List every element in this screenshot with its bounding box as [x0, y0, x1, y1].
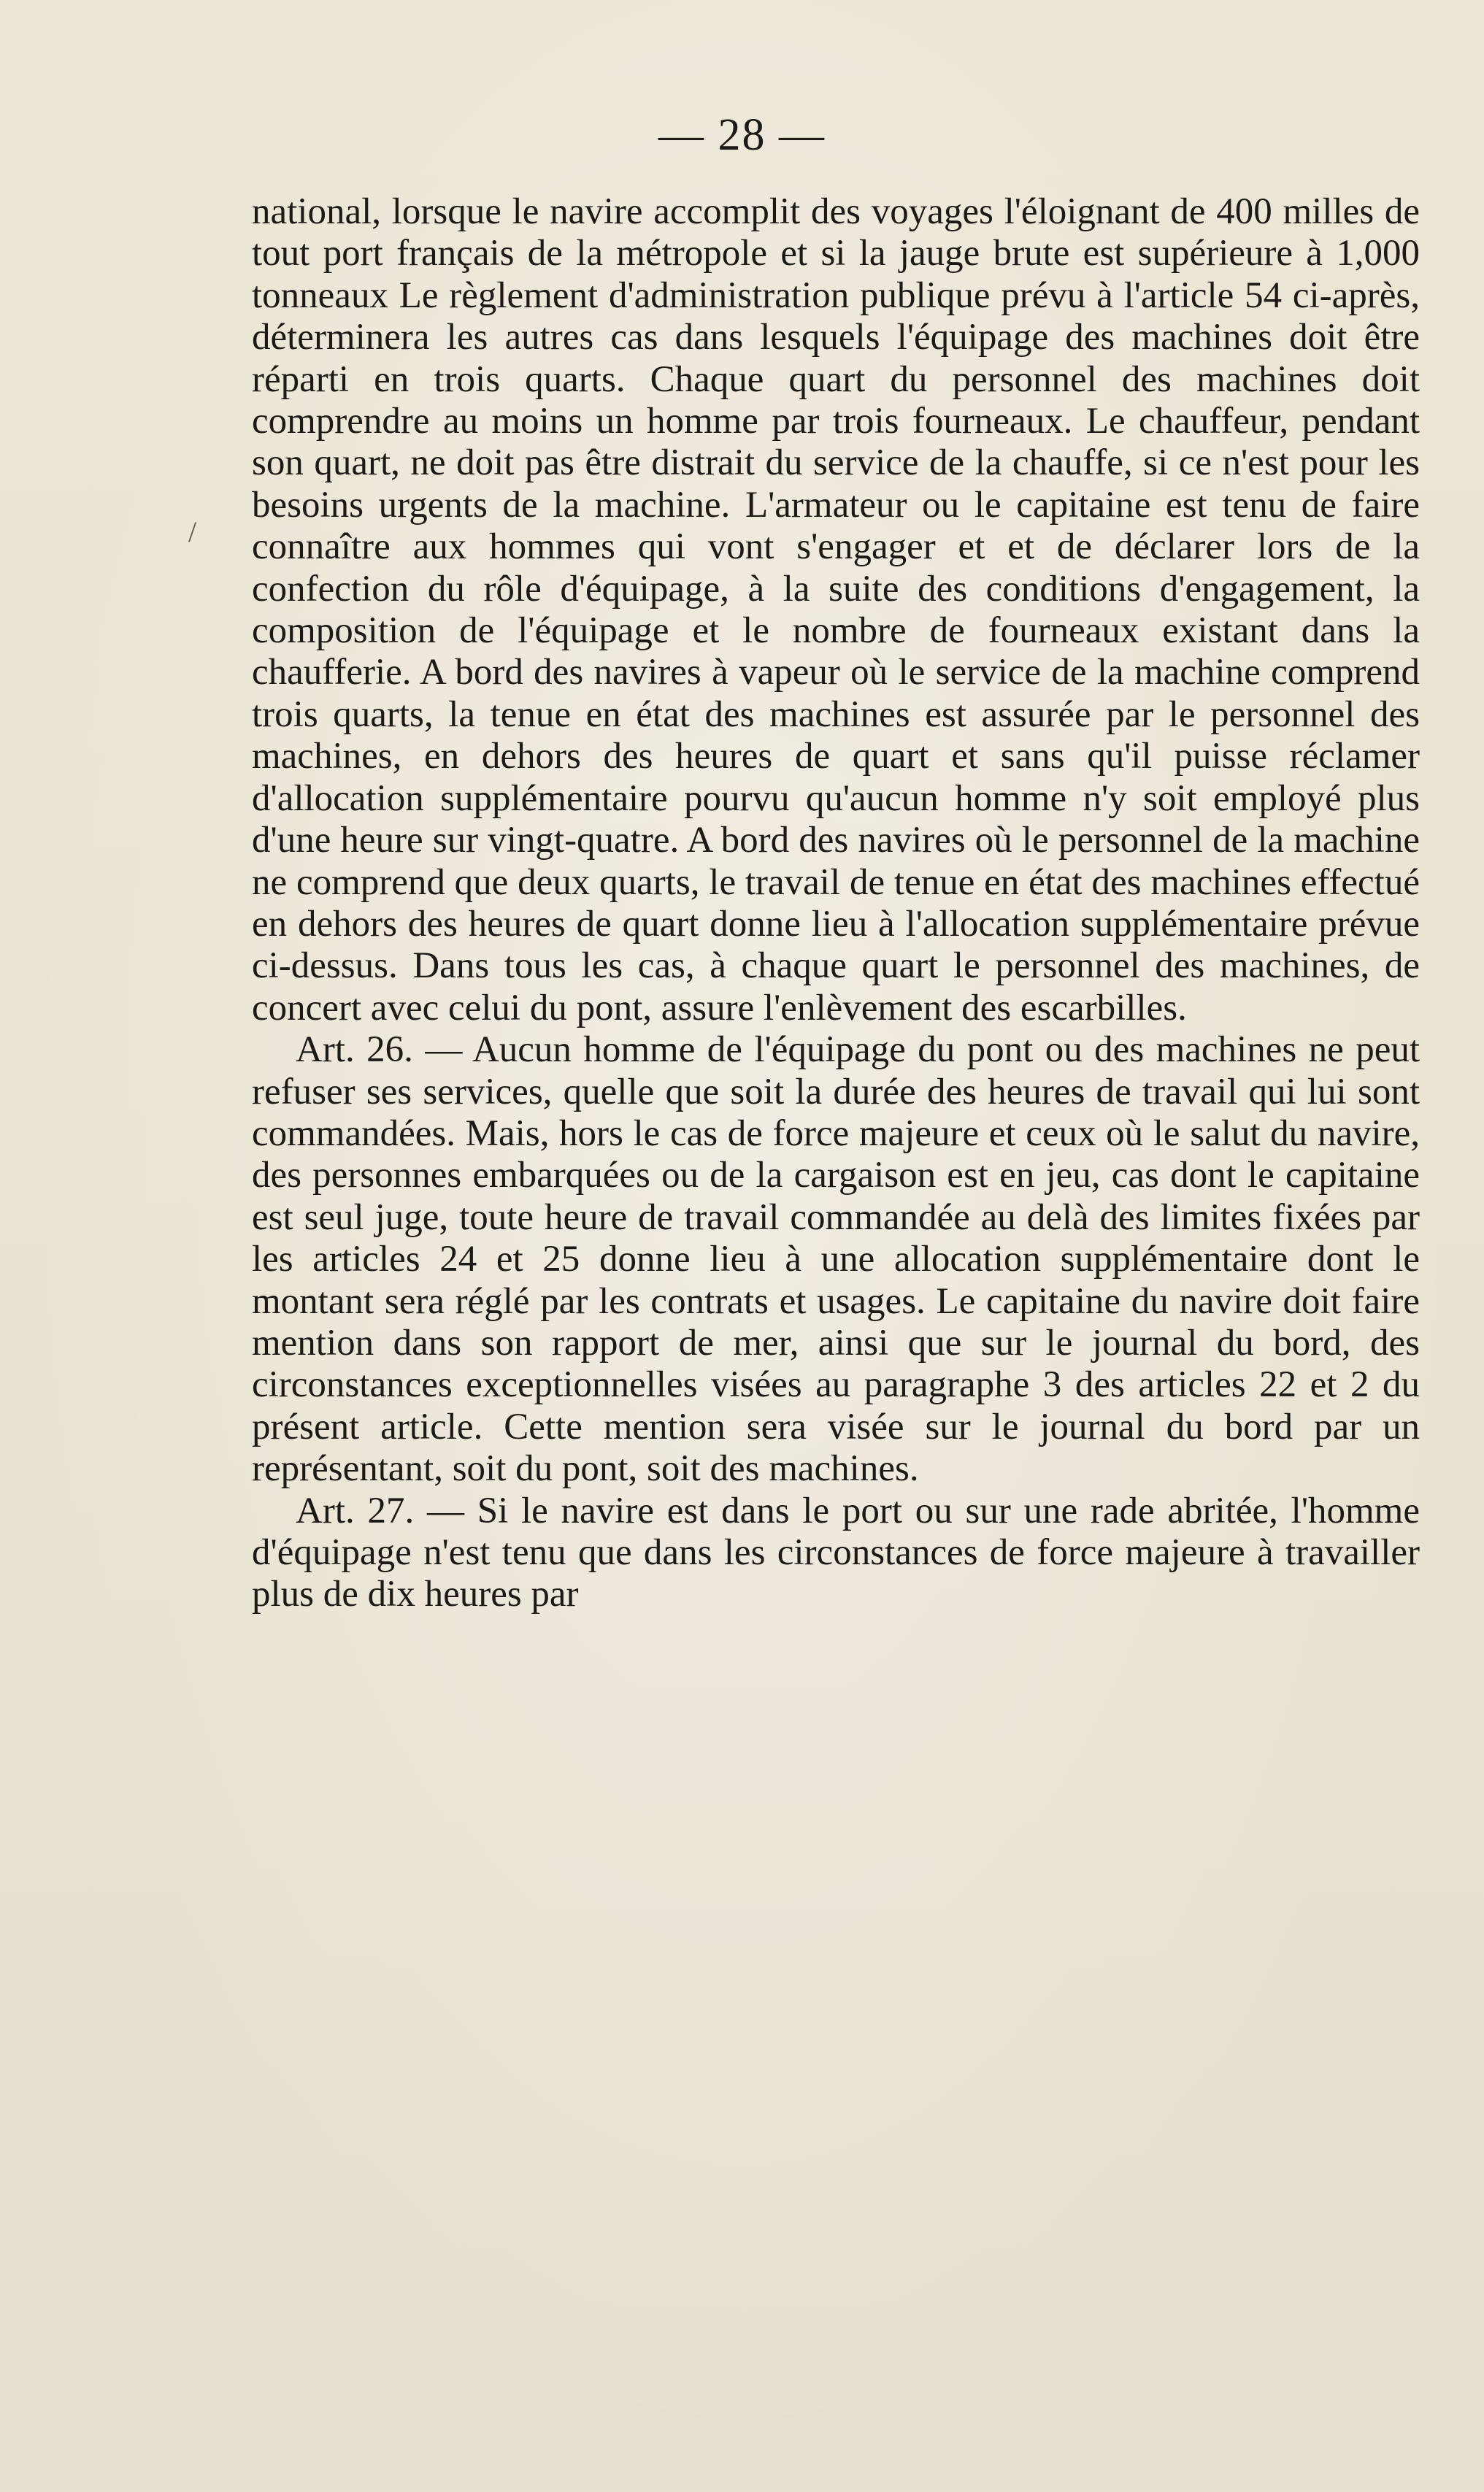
paragraph-article-27: Art. 27. — Si le navire est dans le port ou sur une rade abritée, l'homme d'équipage n'est tenu que dans les circonstances de force majeure à travailler plus de dix heures par — [252, 1490, 1420, 1615]
paragraph-article-26: Art. 26. — Aucun homme de l'équipage du pont ou des machines ne peut refuser ses services, quelle que soit la durée des heures de travail qui lui sont commandées. Mais, hors le cas de force majeure et ceux où le salut du navire, des personnes embarquées ou de la cargaison est en jeu, cas dont le capitaine est seul juge, toute heure de travail commandée au delà des limites fixées par les articles 24 et 25 donne lieu à une allocation supplémentaire dont le montant sera réglé par les contrats et usages. Le capitaine du navire doit faire mention dans son rapport de mer, ainsi que sur le journal du bord, des circonstances exceptionnelles visées au paragraphe 3 des articles 22 et 2 du présent article. Cette mention sera visée sur le journal du bord par un représentant, soit du pont, soit des machines. — [252, 1029, 1420, 1490]
body-text — [252, 191, 1420, 1616]
paragraph-continuation: national, lorsque le navire accomplit des voyages l'éloignant de 400 milles de tout port français de la métropole et si la jauge brute est supérieure à 1,000 tonneaux Le règlement d'administration publique prévu à l'article 54 ci-après, déterminera les autres cas dans lesquels l'équipage des machines doit être réparti en trois quarts. Chaque quart du personnel des machines doit comprendre au moins un homme par trois fourneaux. Le chauffeur, pendant son quart, ne doit pas être distrait du service de la chauffe, si ce n'est pour les besoins urgents de la machine. L'armateur ou le capitaine est tenu de faire connaître aux hommes qui vont s'engager et et de déclarer lors de la confection du rôle d'équipage, à la suite des conditions d'engagement, la composition de l'équipage et le nombre de fourneaux existant dans la chaufferie. A bord des navires à vapeur où le service de la machine comprend trois quarts, la tenue en état des machines est assurée par le personnel des machines, en dehors des heures de quart et sans qu'il puisse réclamer d'allocation supplémentaire pourvu qu'aucun homme n'y soit employé plus d'une heure sur vingt-quatre. A bord des navires où le personnel de la machine ne comprend que deux quarts, le travail de tenue en état des machines effectué en dehors des heures de quart donne lieu à l'allocation supplémentaire prévue ci-dessus. Dans tous les cas, à chaque quart le personnel des machines, de concert avec celui du pont, assure l'enlèvement des escarbilles. — [252, 191, 1420, 1028]
margin-pencil-mark: / — [188, 515, 197, 548]
page-number: — 28 — — [658, 110, 826, 160]
